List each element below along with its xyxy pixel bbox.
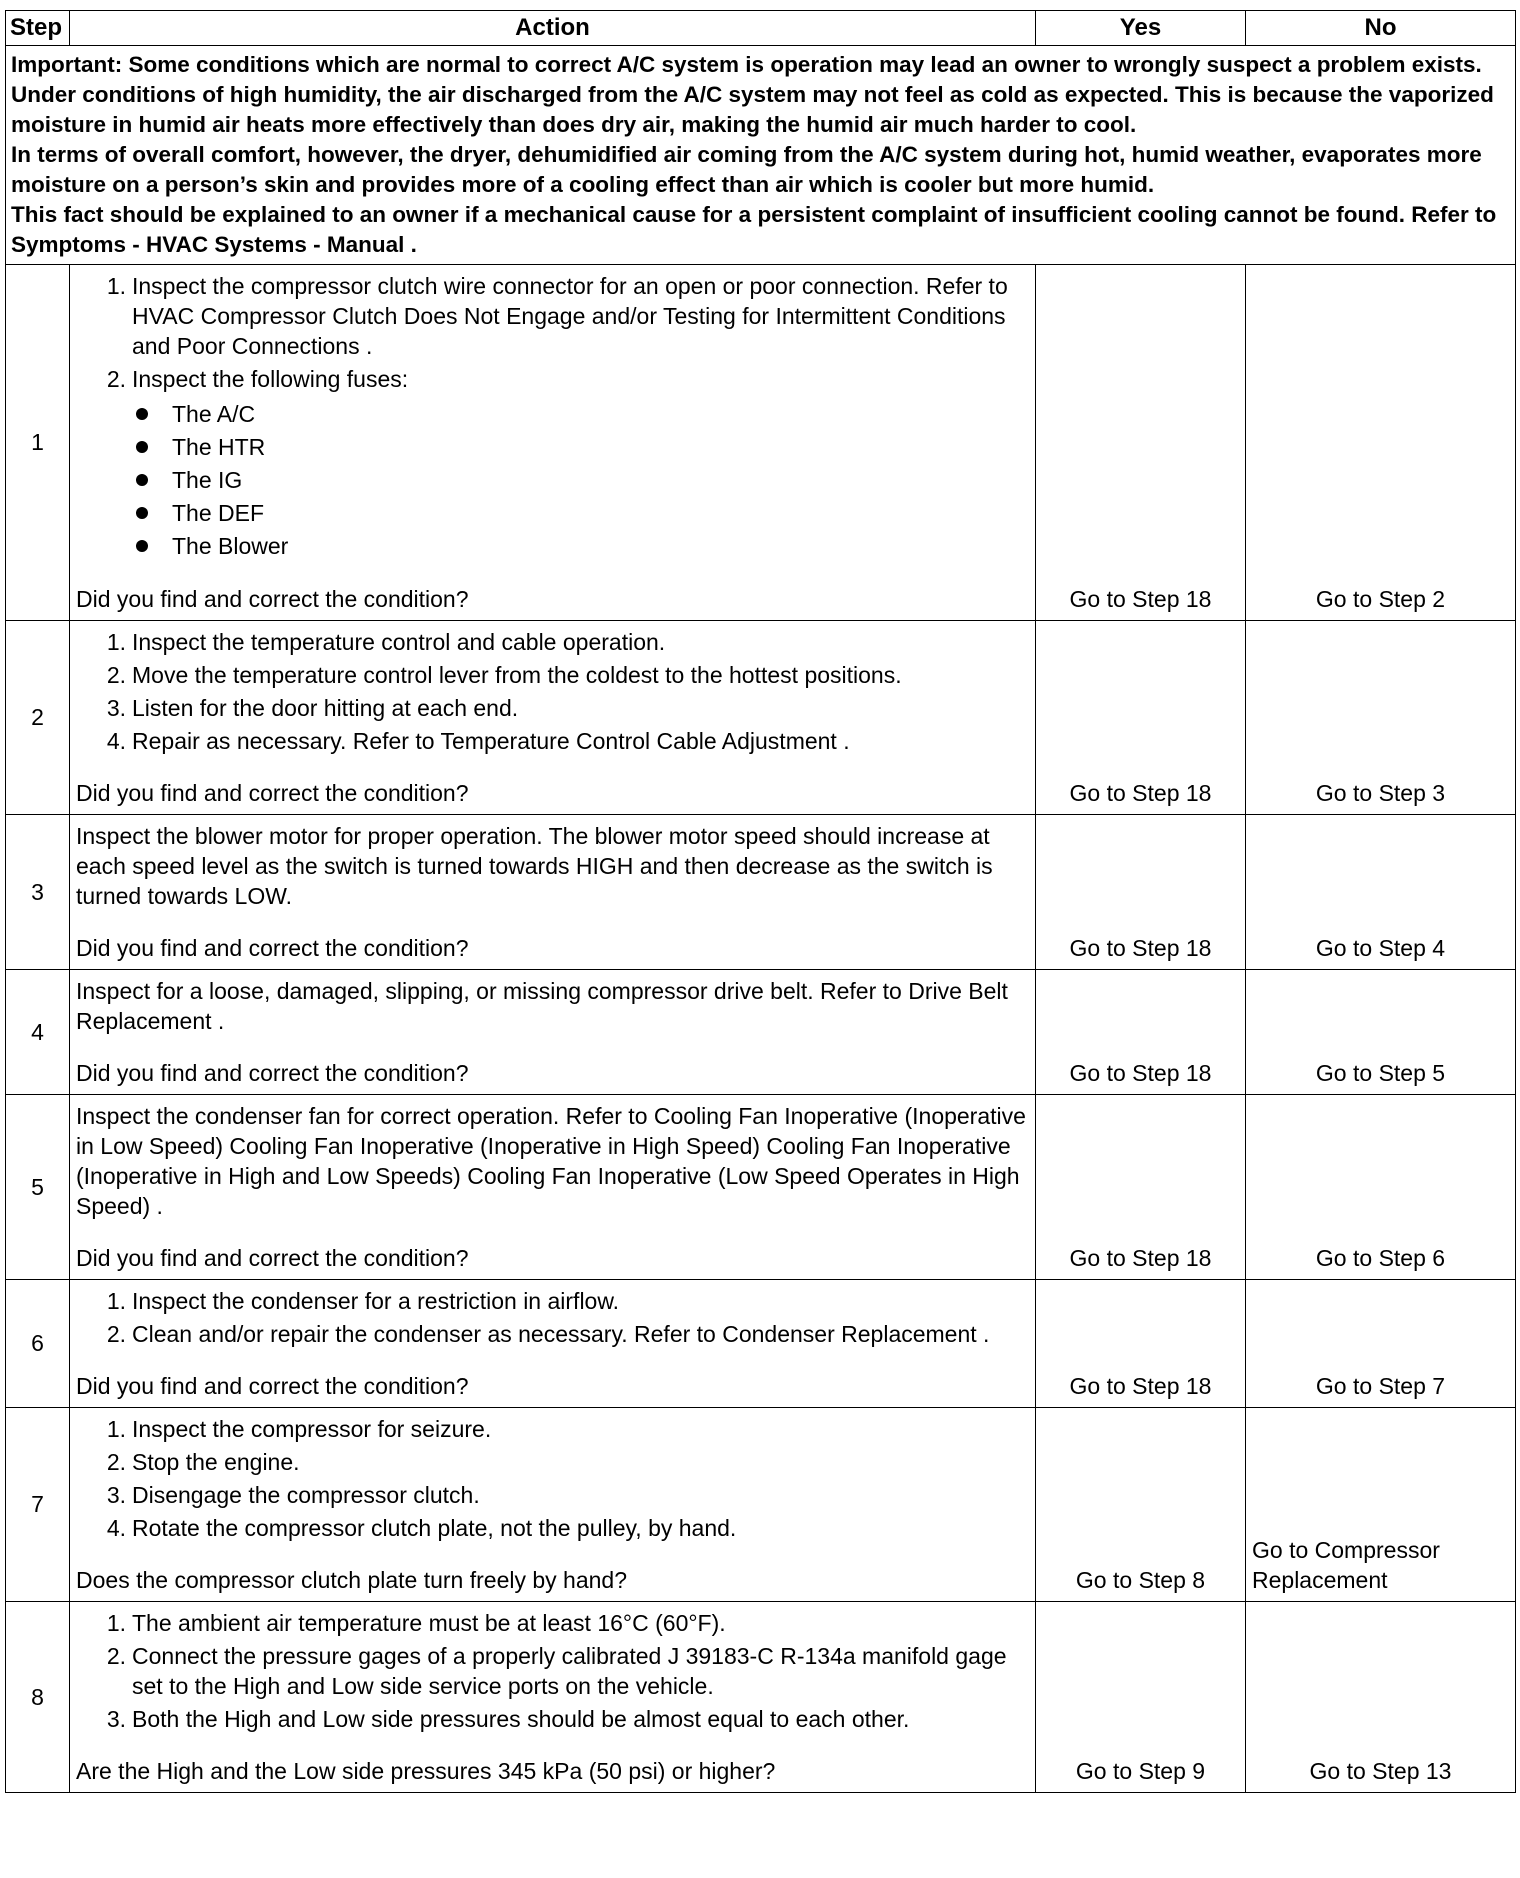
header-no: No <box>1246 11 1516 46</box>
step-question: Did you find and correct the condition? <box>76 935 469 961</box>
item-number: 2. <box>106 366 126 392</box>
diagnostic-document <box>5 10 1516 1793</box>
item-text: Clean and/or repair the condenser as necessary. Refer to Condenser Replacement . <box>132 1321 990 1347</box>
item-number: 4. <box>106 1515 126 1541</box>
action-list-item <box>76 271 1029 361</box>
item-text: Connect the pressure gages of a properly calibrated J 39183-C R-134a manifold gage set to the High and Low side service ports on the vehicle. <box>132 1643 1007 1699</box>
item-number: 3. <box>106 695 126 721</box>
step-action <box>70 621 1036 815</box>
step-question: Are the High and the Low side pressures 345 kPa (50 psi) or higher? <box>76 1758 776 1784</box>
no-result: Go to Step 4 <box>1246 815 1516 970</box>
step-number: 2 <box>6 621 70 815</box>
step-question: Did you find and correct the condition? <box>76 586 469 612</box>
action-list-item <box>76 693 1029 723</box>
item-text: Disengage the compressor clutch. <box>132 1482 480 1508</box>
bullet-icon <box>136 408 148 420</box>
yes-result: Go to Step 18 <box>1036 815 1246 970</box>
bullet-text: The Blower <box>172 532 289 559</box>
bullet-icon <box>136 474 148 486</box>
action-list-item <box>76 660 1029 690</box>
fuse-bullet-item <box>136 463 1029 496</box>
step-question: Did you find and correct the condition? <box>76 1060 469 1086</box>
step-row <box>6 265 1516 621</box>
action-list-item <box>76 726 1029 756</box>
step-question: Does the compressor clutch plate turn freely by hand? <box>76 1567 628 1593</box>
step-number: 5 <box>6 1095 70 1280</box>
action-list-item <box>76 1704 1029 1734</box>
item-number: 2. <box>106 1449 126 1475</box>
item-number: 3. <box>106 1482 126 1508</box>
step-number: 7 <box>6 1408 70 1602</box>
bullet-icon <box>136 507 148 519</box>
step-question: Did you find and correct the condition? <box>76 1245 469 1271</box>
item-text: Rotate the compressor clutch plate, not the pulley, by hand. <box>132 1515 737 1541</box>
action-paragraph: Inspect the condenser fan for correct operation. Refer to Cooling Fan Inoperative (Inoperative in Low Speed) Cooling Fan Inoperative (Inoperative in High Speed) Cooling Fan Inoperative (Inoperative in High and Low Speeds) Cooling Fan Inoperative (Low Speed Operates in High Speed) . <box>76 1103 1026 1219</box>
item-number: 1. <box>106 1416 126 1442</box>
header-step: Step <box>6 11 70 46</box>
action-paragraph: Inspect the blower motor for proper operation. The blower motor speed should increase at each speed level as the switch is turned towards HIGH and then decrease as the switch is turned towards LOW. <box>76 823 993 909</box>
no-result: Go to Compressor Replacement <box>1246 1408 1516 1602</box>
step-action <box>70 815 1036 970</box>
item-text: Inspect the temperature control and cable operation. <box>132 629 666 655</box>
step-number: 1 <box>6 265 70 621</box>
header-yes: Yes <box>1036 11 1246 46</box>
no-result: Go to Step 5 <box>1246 970 1516 1095</box>
item-number: 1. <box>106 629 126 655</box>
step-number: 3 <box>6 815 70 970</box>
action-list-item <box>76 1414 1029 1444</box>
item-text: Inspect the condenser for a restriction in airflow. <box>132 1288 620 1314</box>
item-text: The ambient air temperature must be at least 16°C (60°F). <box>132 1610 726 1636</box>
important-paragraph: This fact should be explained to an owner if a mechanical cause for a persistent complaint of insufficient cooling cannot be found. Refer to Symptoms - HVAC Systems - Manual . <box>11 202 1497 257</box>
step-row <box>6 1408 1516 1602</box>
item-text: Stop the engine. <box>132 1449 300 1475</box>
action-list-item <box>76 1480 1029 1510</box>
action-list-item <box>76 1641 1029 1701</box>
no-result: Go to Step 7 <box>1246 1280 1516 1408</box>
step-row <box>6 1095 1516 1280</box>
bullet-icon <box>136 441 148 453</box>
step-row <box>6 970 1516 1095</box>
step-number: 6 <box>6 1280 70 1408</box>
important-paragraph: In terms of overall comfort, however, the dryer, dehumidified air coming from the A/C system during hot, humid weather, evaporates more moisture on a person’s skin and provides more of a cooling effect than air which is cooler but more humid. <box>11 142 1482 197</box>
no-result: Go to Step 2 <box>1246 265 1516 621</box>
bullet-text: The IG <box>172 466 243 493</box>
action-paragraph: Inspect for a loose, damaged, slipping, or missing compressor drive belt. Refer to Drive Belt Replacement . <box>76 978 1008 1034</box>
action-list-item <box>76 1286 1029 1316</box>
item-text: Inspect the compressor clutch wire connector for an open or poor connection. Refer to HVAC Compressor Clutch Does Not Engage and/or Testing for Intermittent Conditions and Poor Connections . <box>132 273 1008 359</box>
important-paragraph: Under conditions of high humidity, the air discharged from the A/C system may not feel as cold as expected. This is because the vaporized moisture in humid air heats more effectively than does dry air, making the humid air much harder to cool. <box>11 82 1494 137</box>
no-result: Go to Step 3 <box>1246 621 1516 815</box>
no-result: Go to Step 6 <box>1246 1095 1516 1280</box>
item-number: 1. <box>106 1610 126 1636</box>
yes-result: Go to Step 18 <box>1036 265 1246 621</box>
yes-result: Go to Step 18 <box>1036 1280 1246 1408</box>
yes-result: Go to Step 18 <box>1036 621 1246 815</box>
step-question: Did you find and correct the condition? <box>76 780 469 806</box>
item-number: 1. <box>106 273 126 299</box>
step-row <box>6 1602 1516 1793</box>
step-action <box>70 1280 1036 1408</box>
item-number: 2. <box>106 1321 126 1347</box>
item-text: Both the High and Low side pressures should be almost equal to each other. <box>132 1706 910 1732</box>
step-number: 4 <box>6 970 70 1095</box>
item-text: Listen for the door hitting at each end. <box>132 695 519 721</box>
no-result: Go to Step 13 <box>1246 1602 1516 1793</box>
yes-result: Go to Step 8 <box>1036 1408 1246 1602</box>
important-note <box>6 46 1516 265</box>
step-row <box>6 1280 1516 1408</box>
item-number: 1. <box>106 1288 126 1314</box>
header-row <box>6 11 1516 46</box>
item-text: Move the temperature control lever from the coldest to the hottest positions. <box>132 662 902 688</box>
action-list-item <box>76 1513 1029 1543</box>
yes-result: Go to Step 18 <box>1036 1095 1246 1280</box>
item-text: Inspect the compressor for seizure. <box>132 1416 492 1442</box>
item-number: 2. <box>106 1643 126 1669</box>
bullet-text: The A/C <box>172 400 256 427</box>
important-row <box>6 46 1516 265</box>
step-row <box>6 815 1516 970</box>
important-paragraph: Important: Some conditions which are normal to correct A/C system is operation may lead an owner to wrongly suspect a problem exists. <box>11 52 1482 77</box>
header-action: Action <box>70 11 1036 46</box>
step-action <box>70 1408 1036 1602</box>
fuse-bullet-item <box>136 496 1029 529</box>
action-list-item <box>76 1608 1029 1638</box>
step-number: 8 <box>6 1602 70 1793</box>
step-action <box>70 970 1036 1095</box>
fuse-bullet-item <box>136 430 1029 463</box>
step-row <box>6 621 1516 815</box>
item-number: 4. <box>106 728 126 754</box>
diagnostic-table <box>5 10 1516 1793</box>
fuse-bullet-item <box>136 397 1029 430</box>
bullet-text: The DEF <box>172 499 265 526</box>
item-number: 3. <box>106 1706 126 1732</box>
action-list-item <box>76 1319 1029 1349</box>
item-text: Inspect the following fuses: <box>132 366 409 392</box>
item-text: Repair as necessary. Refer to Temperature Control Cable Adjustment . <box>132 728 850 754</box>
yes-result: Go to Step 18 <box>1036 970 1246 1095</box>
yes-result: Go to Step 9 <box>1036 1602 1246 1793</box>
step-action <box>70 265 1036 621</box>
step-action <box>70 1095 1036 1280</box>
action-list-item <box>76 1447 1029 1477</box>
action-list-item <box>76 627 1029 657</box>
step-question: Did you find and correct the condition? <box>76 1373 469 1399</box>
action-list-item <box>76 364 1029 394</box>
bullet-text: The HTR <box>172 433 266 460</box>
item-number: 2. <box>106 662 126 688</box>
step-action <box>70 1602 1036 1793</box>
fuse-bullet-item <box>136 529 1029 562</box>
bullet-icon <box>136 540 148 552</box>
